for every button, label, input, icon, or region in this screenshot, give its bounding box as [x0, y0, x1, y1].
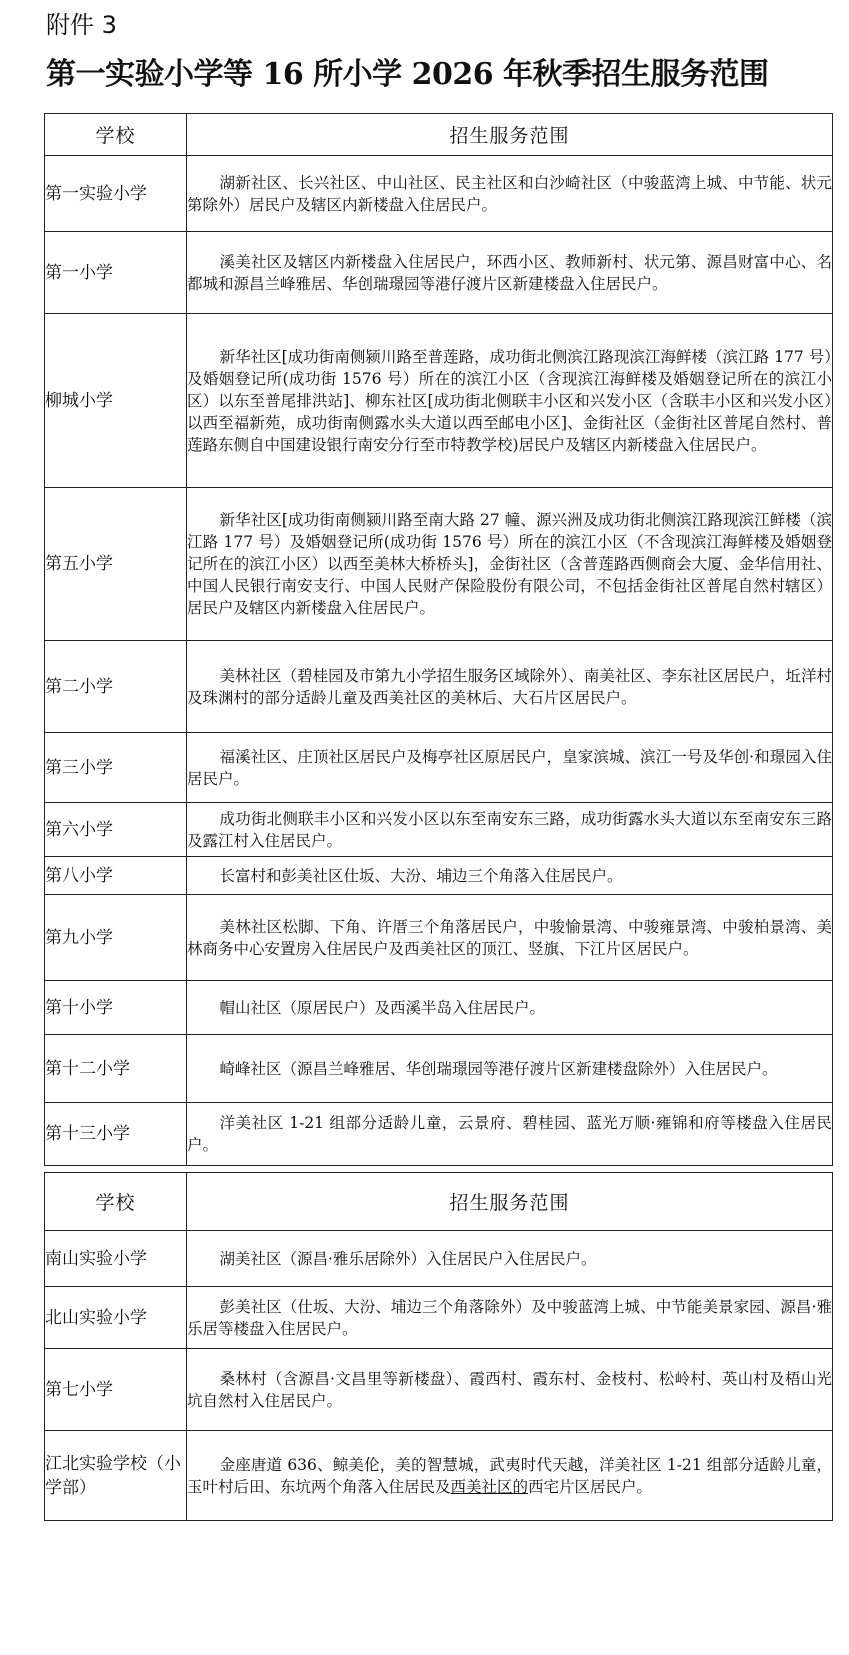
table-row	[45, 641, 833, 733]
service-scope	[187, 1431, 833, 1521]
table-row	[45, 733, 833, 803]
school-name: 柳城小学	[45, 314, 187, 488]
header-scope: 招生服务范围	[187, 114, 833, 156]
table-row	[45, 981, 833, 1035]
school-name: 第十三小学	[45, 1103, 187, 1166]
school-name: 第六小学	[45, 803, 187, 857]
table-row	[45, 1035, 833, 1103]
table-row	[45, 232, 833, 314]
table-row	[45, 895, 833, 981]
enrollment-scope-table-1	[44, 113, 833, 1166]
school-name: 第八小学	[45, 857, 187, 895]
table-row	[45, 1103, 833, 1166]
service-scope: 长富村和彭美社区仕坂、大汾、埔边三个角落入住居民户。	[187, 857, 833, 895]
table-row	[45, 857, 833, 895]
header-school: 学校	[45, 1173, 187, 1231]
service-scope: 美林社区（碧桂园及市第九小学招生服务区域除外）、南美社区、李东社区居民户，坵洋村及珠渊村的部分适龄儿童及西美社区的美林后、大石片区居民户。	[187, 641, 833, 733]
table-header-row	[45, 114, 833, 156]
table-row	[45, 1287, 833, 1349]
school-name: 南山实验小学	[45, 1231, 187, 1287]
school-name: 第九小学	[45, 895, 187, 981]
service-scope: 成功街北侧联丰小区和兴发小区以东至南安东三路，成功街露水头大道以东至南安东三路及露江村入住居民户。	[187, 803, 833, 857]
table-row	[45, 1431, 833, 1521]
service-scope: 彭美社区（仕坂、大汾、埔边三个角落除外）及中骏蓝湾上城、中节能美景家园、源昌·雅乐居等楼盘入住居民户。	[187, 1287, 833, 1349]
school-name: 第十小学	[45, 981, 187, 1035]
header-school: 学校	[45, 114, 187, 156]
table-row	[45, 156, 833, 232]
school-name: 第二小学	[45, 641, 187, 733]
service-scope-tail: 西宅片区居民户。	[528, 1477, 653, 1496]
table-row	[45, 1349, 833, 1431]
school-name: 第三小学	[45, 733, 187, 803]
school-name: 江北实验学校（小学部）	[45, 1431, 187, 1521]
table-row	[45, 803, 833, 857]
service-scope: 崎峰社区（源昌兰峰雅居、华创瑞璟园等港仔渡片区新建楼盘除外）入住居民户。	[187, 1035, 833, 1103]
service-scope: 湖新社区、长兴社区、中山社区、民主社区和白沙崎社区（中骏蓝湾上城、中节能、状元第除外）居民户及辖区内新楼盘入住居民户。	[187, 156, 833, 232]
header-scope: 招生服务范围	[187, 1173, 833, 1231]
table-row	[45, 488, 833, 641]
service-scope-underlined: 西美社区的	[450, 1477, 529, 1496]
enrollment-scope-table-2	[44, 1172, 833, 1521]
table-row	[45, 1231, 833, 1287]
school-name: 第五小学	[45, 488, 187, 641]
service-scope-lead: 金座唐道 636、鲸美伦，美的智慧城，武夷时代天越，洋美社区 1-21 组部分适龄儿童，玉叶村后田、东坑两个角落入住居民及	[187, 1455, 832, 1496]
service-scope: 溪美社区及辖区内新楼盘入住居民户，环西小区、教师新村、状元第、源昌财富中心、名都城和源昌兰峰雅居、华创瑞璟园等港仔渡片区新建楼盘入住居民户。	[187, 232, 833, 314]
school-name: 北山实验小学	[45, 1287, 187, 1349]
table-row	[45, 314, 833, 488]
school-name: 第十二小学	[45, 1035, 187, 1103]
service-scope: 福溪社区、庄顶社区居民户及梅亭社区原居民户，皇家滨城、滨江一号及华创·和璟园入住居民户。	[187, 733, 833, 803]
service-scope: 湖美社区（源昌·雅乐居除外）入住居民户入住居民户。	[187, 1231, 833, 1287]
service-scope: 桑林村（含源昌·文昌里等新楼盘）、霞西村、霞东村、金枝村、松岭村、英山村及梧山光坑自然村入住居民户。	[187, 1349, 833, 1431]
service-scope: 新华社区[成功街南侧颍川路至南大路 27 幢、源兴洲及成功街北侧滨江路现滨江鲜楼（滨江路 177 号）及婚姻登记所(成功街 1576 号）所在的滨江小区（不含现滨江海鲜楼及婚姻登记所在的滨江小区）以西至美林大桥桥头]，金街社区（含普莲路西侧商会大厦、金华信用社、中国人民银行南安支行、中国人民财产保险股份有限公司，不包括金街社区普尾自然村辖区）居民户及辖区内新楼盘入住居民户。	[187, 488, 833, 641]
school-name: 第七小学	[45, 1349, 187, 1431]
school-name: 第一实验小学	[45, 156, 187, 232]
service-scope: 洋美社区 1-21 组部分适龄儿童，云景府、碧桂园、蓝光万顺·雍锦和府等楼盘入住居民户。	[187, 1103, 833, 1166]
service-scope: 美林社区松脚、下角、许厝三个角落居民户，中骏愉景湾、中骏雍景湾、中骏柏景湾、美林商务中心安置房入住居民户及西美社区的顶江、竖旗、下江片区居民户。	[187, 895, 833, 981]
service-scope: 帽山社区（原居民户）及西溪半岛入住居民户。	[187, 981, 833, 1035]
school-name: 第一小学	[45, 232, 187, 314]
annex-label: 附件 3	[46, 11, 117, 39]
document-title: 第一实验小学等 16 所小学 2026 年秋季招生服务范围	[46, 57, 769, 92]
table-header-row	[45, 1173, 833, 1231]
service-scope: 新华社区[成功街南侧颍川路至普莲路，成功街北侧滨江路现滨江海鲜楼（滨江路 177 号）及婚姻登记所(成功街 1576 号）所在的滨江小区（含现滨江海鲜楼及婚姻登记所在的滨江小区）以东至普尾排洪站]、柳东社区[成功街北侧联丰小区和兴发小区（含联丰小区和兴发小区）以西至福新苑，成功街南侧露水头大道以西至邮电小区]、金街社区（金街社区普尾自然村、普莲路东侧自中国建设银行南安分行至市特教学校)居民户及辖区内新楼盘入住居民户。	[187, 314, 833, 488]
